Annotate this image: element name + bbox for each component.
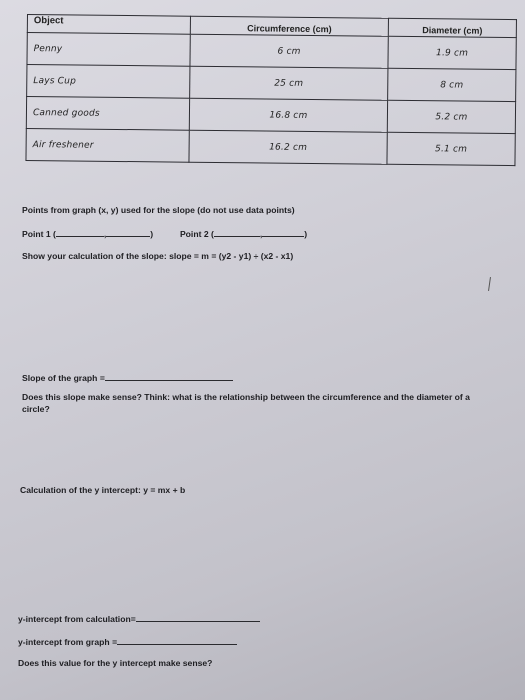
slope-sense-question: Does this slope make sense? Think: what is the relationship between the circumference and the diameter of a circle? xyxy=(22,392,470,414)
pencil-mark xyxy=(488,277,491,291)
cell-object: Canned goods xyxy=(26,97,189,131)
cell-object: Air freshener xyxy=(26,128,189,162)
header-circumference: Circumference (cm) xyxy=(190,16,388,36)
table-row xyxy=(26,128,515,165)
point1-comma: , xyxy=(103,229,107,239)
point1-label: Point 1 ( xyxy=(22,229,56,239)
cell-object: Lays Cup xyxy=(27,65,190,99)
point2-close: ) xyxy=(304,229,308,239)
y-intercept-calculation-blank[interactable] xyxy=(136,613,260,622)
point1-y-blank[interactable] xyxy=(103,228,150,239)
point2-label: Point 2 ( xyxy=(179,229,214,239)
cell-circumference: 16.8 cm xyxy=(189,98,387,132)
y-intercept-graph-blank[interactable] xyxy=(117,636,237,645)
point2-y-blank[interactable] xyxy=(259,228,304,239)
y-intercept-calculation-label: y-intercept from calculation= xyxy=(18,614,136,624)
y-intercept-graph-label: y-intercept from graph = xyxy=(18,637,118,647)
y-intercept-calculation-line xyxy=(18,613,260,624)
point2-comma: , xyxy=(259,229,263,239)
cell-object: Penny xyxy=(27,33,190,67)
point-entry-line xyxy=(22,228,307,239)
header-diameter: Diameter (cm) xyxy=(388,18,516,37)
table-row xyxy=(27,33,516,70)
slope-of-graph-label: Slope of the graph = xyxy=(22,373,105,383)
cell-diameter: 5.1 cm xyxy=(387,132,515,165)
data-table xyxy=(25,14,517,166)
points-from-graph-prompt: Points from graph (x, y) used for the slope (do not use data points) xyxy=(22,205,295,215)
point1-close: ) xyxy=(150,229,154,239)
table-row xyxy=(26,97,515,134)
cell-diameter: 5.2 cm xyxy=(387,100,515,133)
cell-circumference: 6 cm xyxy=(190,34,388,68)
slope-of-graph-line xyxy=(22,372,233,383)
table-row xyxy=(27,65,516,102)
y-intercept-calculation-prompt: Calculation of the y intercept: y = mx + b xyxy=(20,485,186,495)
cell-circumference: 16.2 cm xyxy=(189,130,387,164)
cell-diameter: 1.9 cm xyxy=(388,36,516,69)
slope-answer-blank[interactable] xyxy=(105,372,233,381)
cell-circumference: 25 cm xyxy=(190,66,388,100)
point1-x-blank[interactable] xyxy=(56,228,107,239)
y-intercept-graph-line xyxy=(18,636,237,647)
slope-calculation-prompt: Show your calculation of the slope: slope = m = (y2 - y1) ÷ (x2 - x1) xyxy=(22,251,294,261)
header-object: Object xyxy=(27,15,190,35)
y-intercept-sense-question: Does this value for the y intercept make sense? xyxy=(18,658,213,668)
point2-x-blank[interactable] xyxy=(214,228,263,239)
cell-diameter: 8 cm xyxy=(388,68,516,101)
